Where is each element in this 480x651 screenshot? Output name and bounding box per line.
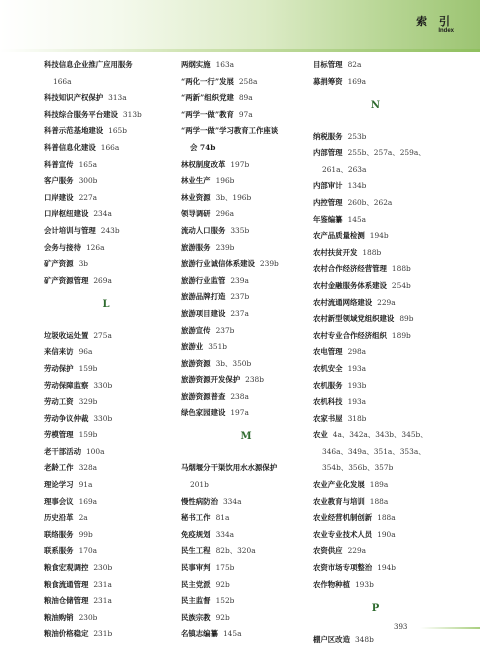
page-number: 393 xyxy=(394,623,408,631)
entry-pages: 196b xyxy=(215,176,235,186)
index-entry xyxy=(44,243,168,252)
index-entry xyxy=(181,209,311,218)
index-entry xyxy=(181,259,311,268)
index-entry xyxy=(181,530,311,539)
entry-continuation: 354b、356b、357b xyxy=(322,463,394,473)
entry-term: 慢性病防治 xyxy=(181,496,218,506)
index-entry xyxy=(44,563,168,572)
entry-pages: 237b xyxy=(230,292,250,302)
index-entry xyxy=(181,513,311,522)
entry-continuation: 346a、349a、351a、353a、 xyxy=(322,446,426,456)
entry-term: 科普信息化建设 xyxy=(44,142,96,152)
entry-pages: 97a xyxy=(238,109,253,119)
index-entry xyxy=(44,513,168,522)
index-entry xyxy=(181,359,311,368)
entry-term: “两化一行”发展 xyxy=(181,76,234,86)
entry-pages: 330b xyxy=(93,413,113,423)
index-entry xyxy=(181,408,311,417)
entry-term: 客户服务 xyxy=(44,176,74,186)
entry-term: 免疫规划 xyxy=(181,529,211,539)
entry-term: 旅游项目建设 xyxy=(181,308,226,318)
index-entry xyxy=(313,497,438,506)
entry-pages: 159b xyxy=(78,430,98,440)
entry-pages: 296a xyxy=(215,209,235,219)
index-entry xyxy=(313,181,438,190)
entry-pages: 170a xyxy=(78,546,98,556)
entry-pages: 275a xyxy=(93,330,112,340)
entry-term: 口岸枢纽建设 xyxy=(44,209,89,219)
index-entry xyxy=(313,60,438,69)
entry-pages: 81a xyxy=(215,513,230,523)
entry-term: 会计培训与管理 xyxy=(44,225,96,235)
index-entry xyxy=(181,176,311,185)
index-entry xyxy=(181,193,311,202)
entry-pages: 231b xyxy=(93,629,113,639)
entry-pages: 188b xyxy=(391,264,411,274)
entry-term: 农资供应 xyxy=(313,546,343,556)
entry-pages: 165a xyxy=(78,159,98,169)
index-column-3 xyxy=(313,60,438,651)
entry-term: 粮油价格稳定 xyxy=(44,629,89,639)
entry-term: 民主监督 xyxy=(181,596,211,606)
entry-pages: 82b、320a xyxy=(215,546,256,556)
entry-pages: 166a xyxy=(100,142,120,152)
entry-term: 内控管理 xyxy=(313,197,343,207)
entry-term: “两新”组织党建 xyxy=(181,93,234,103)
entry-pages: 82a xyxy=(347,60,362,69)
index-entry xyxy=(181,60,311,69)
index-entry xyxy=(44,193,168,202)
index-entry xyxy=(313,132,438,141)
entry-term: 募捐筹资 xyxy=(313,76,343,86)
index-entry xyxy=(181,326,311,335)
entry-pages: 188a xyxy=(377,513,396,523)
entry-pages: 193b xyxy=(347,380,367,390)
index-entry xyxy=(313,198,438,207)
index-entry xyxy=(313,430,438,472)
index-entry xyxy=(44,176,168,185)
entry-term: 民族宗教 xyxy=(181,612,211,622)
entry-term: 秘书工作 xyxy=(181,513,211,523)
index-entry xyxy=(181,546,311,555)
entry-pages: 335b xyxy=(230,225,250,235)
entry-pages: 237b xyxy=(215,325,235,335)
entry-pages: 159b xyxy=(78,363,98,373)
entry-term: 矿产资源 xyxy=(44,259,74,269)
entry-term: 劳动保护 xyxy=(44,363,74,373)
index-entry xyxy=(44,60,168,86)
index-entry xyxy=(181,580,311,589)
index-entry xyxy=(313,347,438,356)
entry-term: 农村合作经济经营管理 xyxy=(313,264,387,274)
entry-pages: 334a xyxy=(215,529,235,539)
entry-pages: 348b xyxy=(354,634,374,644)
entry-pages: 193a xyxy=(347,363,367,373)
entry-pages: 328a xyxy=(78,463,98,473)
entry-pages: 239a xyxy=(230,275,249,285)
entry-pages: 3b、350b xyxy=(215,358,252,368)
entry-term: 内部管理 xyxy=(313,148,343,158)
entry-continuation: 261a、263a xyxy=(322,164,367,174)
entry-term: 科技综合服务平台建设 xyxy=(44,109,118,119)
index-entry xyxy=(181,93,311,102)
index-entry xyxy=(313,215,438,224)
entry-pages: 351b xyxy=(208,342,228,352)
entry-pages: 231a xyxy=(93,579,112,589)
entry-term: 旅游宣传 xyxy=(181,325,211,335)
entry-term: 农村新型领域党组织建设 xyxy=(313,314,395,324)
index-subtitle: Index xyxy=(438,28,454,34)
entry-term: 农电管理 xyxy=(313,347,343,357)
entry-pages: 229a xyxy=(377,297,396,307)
entry-pages: 163a xyxy=(215,60,235,69)
entry-pages: 89a xyxy=(238,93,253,103)
entry-term: 粮食宏观调控 xyxy=(44,563,89,573)
entry-term: 劳动争议仲裁 xyxy=(44,413,89,423)
index-entry xyxy=(181,276,311,285)
entry-term: 劳模管理 xyxy=(44,430,74,440)
entry-pages: 318b xyxy=(347,413,367,423)
index-entry xyxy=(181,629,311,638)
entry-pages: 189b xyxy=(391,330,411,340)
index-entry xyxy=(44,126,168,135)
index-entry xyxy=(44,259,168,268)
entry-pages: 239b xyxy=(215,242,235,252)
index-entry xyxy=(181,160,311,169)
entry-pages: 193b xyxy=(354,579,374,589)
index-entry xyxy=(181,613,311,622)
entry-pages: 126a xyxy=(85,242,105,252)
entry-pages: 269a xyxy=(93,275,112,285)
index-entry xyxy=(313,77,438,86)
entry-term: 农村流通网络建设 xyxy=(313,297,373,307)
index-entry xyxy=(181,77,311,86)
entry-term: 农业专业技术人员 xyxy=(313,529,373,539)
entry-term: 农机科技 xyxy=(313,397,343,407)
entry-term: 林业生产 xyxy=(181,176,211,186)
entry-term: 流动人口服务 xyxy=(181,225,226,235)
index-entry xyxy=(44,447,168,456)
entry-pages: 193a xyxy=(347,397,367,407)
entry-pages: 260b、262a xyxy=(347,197,393,207)
index-entry xyxy=(44,93,168,102)
entry-term: 马烟堰分干渠饮用水水源保护 xyxy=(181,463,278,473)
index-entry xyxy=(313,580,438,589)
section-letter: M xyxy=(240,431,252,443)
entry-pages: 298a xyxy=(347,347,367,357)
entry-term: 农村专业合作经济组织 xyxy=(313,330,387,340)
index-entry xyxy=(44,209,168,218)
index-entry xyxy=(313,381,438,390)
entry-term: 年鉴编纂 xyxy=(313,214,343,224)
entry-pages: 197a xyxy=(230,408,249,418)
entry-term: 会务与接待 xyxy=(44,242,81,252)
entry-pages: 255b、257a、259a、 xyxy=(347,148,426,158)
entry-term: 农业经营机制创新 xyxy=(313,513,373,523)
entry-term: 农业 xyxy=(313,430,328,440)
entry-pages: 300b xyxy=(78,176,98,186)
index-entry xyxy=(181,126,311,152)
index-entry xyxy=(44,497,168,506)
entry-pages: 313a xyxy=(108,93,127,103)
entry-pages: 258a xyxy=(238,76,258,86)
index-entry xyxy=(313,397,438,406)
entry-pages: 89b xyxy=(399,314,414,324)
entry-pages: 334a xyxy=(222,496,242,506)
entry-pages: 194b xyxy=(377,563,396,573)
index-entry xyxy=(313,298,438,307)
index-entry xyxy=(181,226,311,235)
entry-term: 林权制度改革 xyxy=(181,159,226,169)
entry-continuation: 166a xyxy=(53,76,72,86)
entry-pages: 330b xyxy=(93,380,113,390)
index-entry xyxy=(313,546,438,555)
entry-term: 林业资源 xyxy=(181,192,211,202)
entry-term: 纳税服务 xyxy=(313,131,343,141)
entry-pages: 230b xyxy=(78,612,98,622)
entry-pages: 165b xyxy=(108,126,127,136)
index-entry xyxy=(44,580,168,589)
entry-pages: 100a xyxy=(85,446,105,456)
index-entry xyxy=(181,309,311,318)
entry-term: 农资市场专项整治 xyxy=(313,563,373,573)
entry-term: 科技信息企业推广应用服务 xyxy=(44,60,133,69)
entry-pages: 243b xyxy=(100,225,120,235)
entry-pages: 188a xyxy=(369,496,389,506)
entry-pages: 230b xyxy=(93,563,113,573)
entry-pages: 231a xyxy=(93,596,112,606)
index-entry xyxy=(181,292,311,301)
entry-pages: 92b xyxy=(215,612,230,622)
entry-term: 绿色家园建设 xyxy=(181,408,226,418)
index-entry xyxy=(313,414,438,423)
entry-pages: 169a xyxy=(347,76,367,86)
entry-term: 旅游资源 xyxy=(181,358,211,368)
entry-pages: 237a xyxy=(230,308,249,318)
entry-pages: 190a xyxy=(377,529,396,539)
entry-term: 老龄工作 xyxy=(44,463,74,473)
entry-pages: 145a xyxy=(347,214,367,224)
entry-term: 老干部活动 xyxy=(44,446,81,456)
entry-term: 民生工程 xyxy=(181,546,211,556)
entry-term: 旅游行业监管 xyxy=(181,275,226,285)
entry-term: 名镇志编纂 xyxy=(181,629,218,639)
entry-term: 旅游品牌打造 xyxy=(181,292,226,302)
entry-term: 历史沿革 xyxy=(44,513,74,523)
index-entry xyxy=(313,281,438,290)
entry-term: 旅游业 xyxy=(181,342,204,352)
index-entry xyxy=(313,563,438,572)
entry-pages: 313b xyxy=(122,109,142,119)
index-entry xyxy=(44,347,168,356)
index-title: 索 引 xyxy=(416,15,454,28)
entry-continuation: 会 74b xyxy=(190,142,216,152)
entry-term: 粮食流通管理 xyxy=(44,579,89,589)
index-entry xyxy=(313,231,438,240)
index-entry xyxy=(313,364,438,373)
index-entry xyxy=(313,480,438,489)
entry-term: “两学一做”学习教育工作座谈 xyxy=(181,126,279,136)
entry-term: 农作物种植 xyxy=(313,579,350,589)
entry-pages: 239b xyxy=(259,259,279,269)
index-entry xyxy=(44,276,168,285)
index-entry xyxy=(181,563,311,572)
entry-term: 粮油购销 xyxy=(44,612,74,622)
entry-pages: 254b xyxy=(391,280,411,290)
entry-pages: 188b xyxy=(362,247,382,257)
entry-term: 棚户区改造 xyxy=(313,634,350,644)
entry-term: 科普示范基地建设 xyxy=(44,126,104,136)
index-entry xyxy=(44,546,168,555)
entry-term: 农业产业化发展 xyxy=(313,480,365,490)
entry-term: 民事审判 xyxy=(181,563,211,573)
entry-term: 农机安全 xyxy=(313,363,343,373)
entry-term: 联系服务 xyxy=(44,546,74,556)
index-column-1 xyxy=(44,60,168,646)
entry-pages: 134b xyxy=(347,181,367,191)
index-column-2 xyxy=(181,60,311,646)
entry-pages: 91a xyxy=(78,480,93,490)
entry-term: 科普宣传 xyxy=(44,159,74,169)
entry-term: 两纲实施 xyxy=(181,60,211,69)
entry-pages: 194b xyxy=(369,231,389,241)
index-entry xyxy=(313,148,438,174)
entry-term: 理事会议 xyxy=(44,496,74,506)
index-entry xyxy=(44,414,168,423)
index-entry xyxy=(44,629,168,638)
entry-term: 理论学习 xyxy=(44,480,74,490)
index-entry xyxy=(44,160,168,169)
entry-term: 劳动工资 xyxy=(44,397,74,407)
entry-pages: 2a xyxy=(78,513,88,523)
index-entry xyxy=(181,497,311,506)
index-entry xyxy=(44,226,168,235)
index-entry xyxy=(313,530,438,539)
entry-term: 农产品质量检测 xyxy=(313,231,365,241)
entry-term: 旅游资源普查 xyxy=(181,391,226,401)
entry-term: “两学一做”教育 xyxy=(181,109,234,119)
index-entry xyxy=(44,430,168,439)
entry-pages: 4a、342a、343b、345b、 xyxy=(332,430,428,440)
entry-term: 农村扶贫开发 xyxy=(313,247,358,257)
entry-pages: 227a xyxy=(78,192,98,202)
index-entry xyxy=(44,331,168,340)
index-entry xyxy=(44,381,168,390)
entry-term: 联络服务 xyxy=(44,529,74,539)
entry-term: 矿产资源管理 xyxy=(44,275,89,285)
entry-term: 农家书屋 xyxy=(313,413,343,423)
entry-pages: 175b xyxy=(215,563,235,573)
entry-pages: 253b xyxy=(347,131,367,141)
index-entry xyxy=(313,331,438,340)
index-entry xyxy=(44,397,168,406)
entry-pages: 234a xyxy=(93,209,112,219)
entry-term: 领导调研 xyxy=(181,209,211,219)
entry-pages: 152b xyxy=(215,596,235,606)
index-entry xyxy=(44,143,168,152)
entry-term: 内部审计 xyxy=(313,181,343,191)
entry-term: 旅游资源开发保护 xyxy=(181,375,241,385)
index-entry xyxy=(44,364,168,373)
entry-pages: 99b xyxy=(78,529,93,539)
entry-term: 农机服务 xyxy=(313,380,343,390)
entry-pages: 189a xyxy=(369,480,389,490)
entry-term: 目标管理 xyxy=(313,60,343,69)
entry-term: 垃圾收运处置 xyxy=(44,330,89,340)
entry-continuation: 201b xyxy=(190,480,209,490)
entry-term: 旅游行业诚信体系建设 xyxy=(181,259,255,269)
entry-term: 劳动保障监察 xyxy=(44,380,89,390)
entry-pages: 3b、196b xyxy=(215,192,252,202)
entry-pages: 229a xyxy=(347,546,367,556)
index-entry xyxy=(313,248,438,257)
entry-term: 农村金融服务体系建设 xyxy=(313,280,387,290)
entry-pages: 238a xyxy=(230,391,249,401)
entry-pages: 92b xyxy=(215,579,230,589)
index-entry xyxy=(44,530,168,539)
index-entry xyxy=(44,596,168,605)
entry-term: 农业教育与培训 xyxy=(313,496,365,506)
section-letter: L xyxy=(102,298,110,310)
index-entry xyxy=(181,110,311,119)
entry-pages: 329b xyxy=(78,397,98,407)
index-entry xyxy=(313,264,438,273)
index-entry xyxy=(44,613,168,622)
entry-pages: 3b xyxy=(78,259,89,269)
entry-term: 科技知识产权保护 xyxy=(44,93,104,103)
index-entry xyxy=(181,392,311,401)
index-entry xyxy=(313,635,438,644)
index-entry xyxy=(181,375,311,384)
index-entry xyxy=(313,314,438,323)
entry-term: 粮油仓储管理 xyxy=(44,596,89,606)
entry-pages: 145a xyxy=(222,629,242,639)
section-letter: N xyxy=(370,99,381,111)
section-letter: P xyxy=(371,602,380,614)
entry-term: 旅游服务 xyxy=(181,242,211,252)
entry-pages: 238b xyxy=(245,375,264,385)
entry-term: 口岸建设 xyxy=(44,192,74,202)
entry-pages: 96a xyxy=(78,347,93,357)
index-entry xyxy=(44,463,168,472)
index-entry xyxy=(181,596,311,605)
footer-band xyxy=(420,627,480,629)
index-entry xyxy=(44,480,168,489)
index-entry xyxy=(181,342,311,351)
entry-pages: 197b xyxy=(230,159,250,169)
entry-term: 民主党派 xyxy=(181,579,211,589)
header-band xyxy=(0,0,480,52)
index-entry xyxy=(181,463,311,489)
entry-term: 来信来访 xyxy=(44,347,74,357)
index-entry xyxy=(313,513,438,522)
index-entry xyxy=(44,110,168,119)
entry-pages: 169a xyxy=(78,496,98,506)
index-entry xyxy=(181,243,311,252)
